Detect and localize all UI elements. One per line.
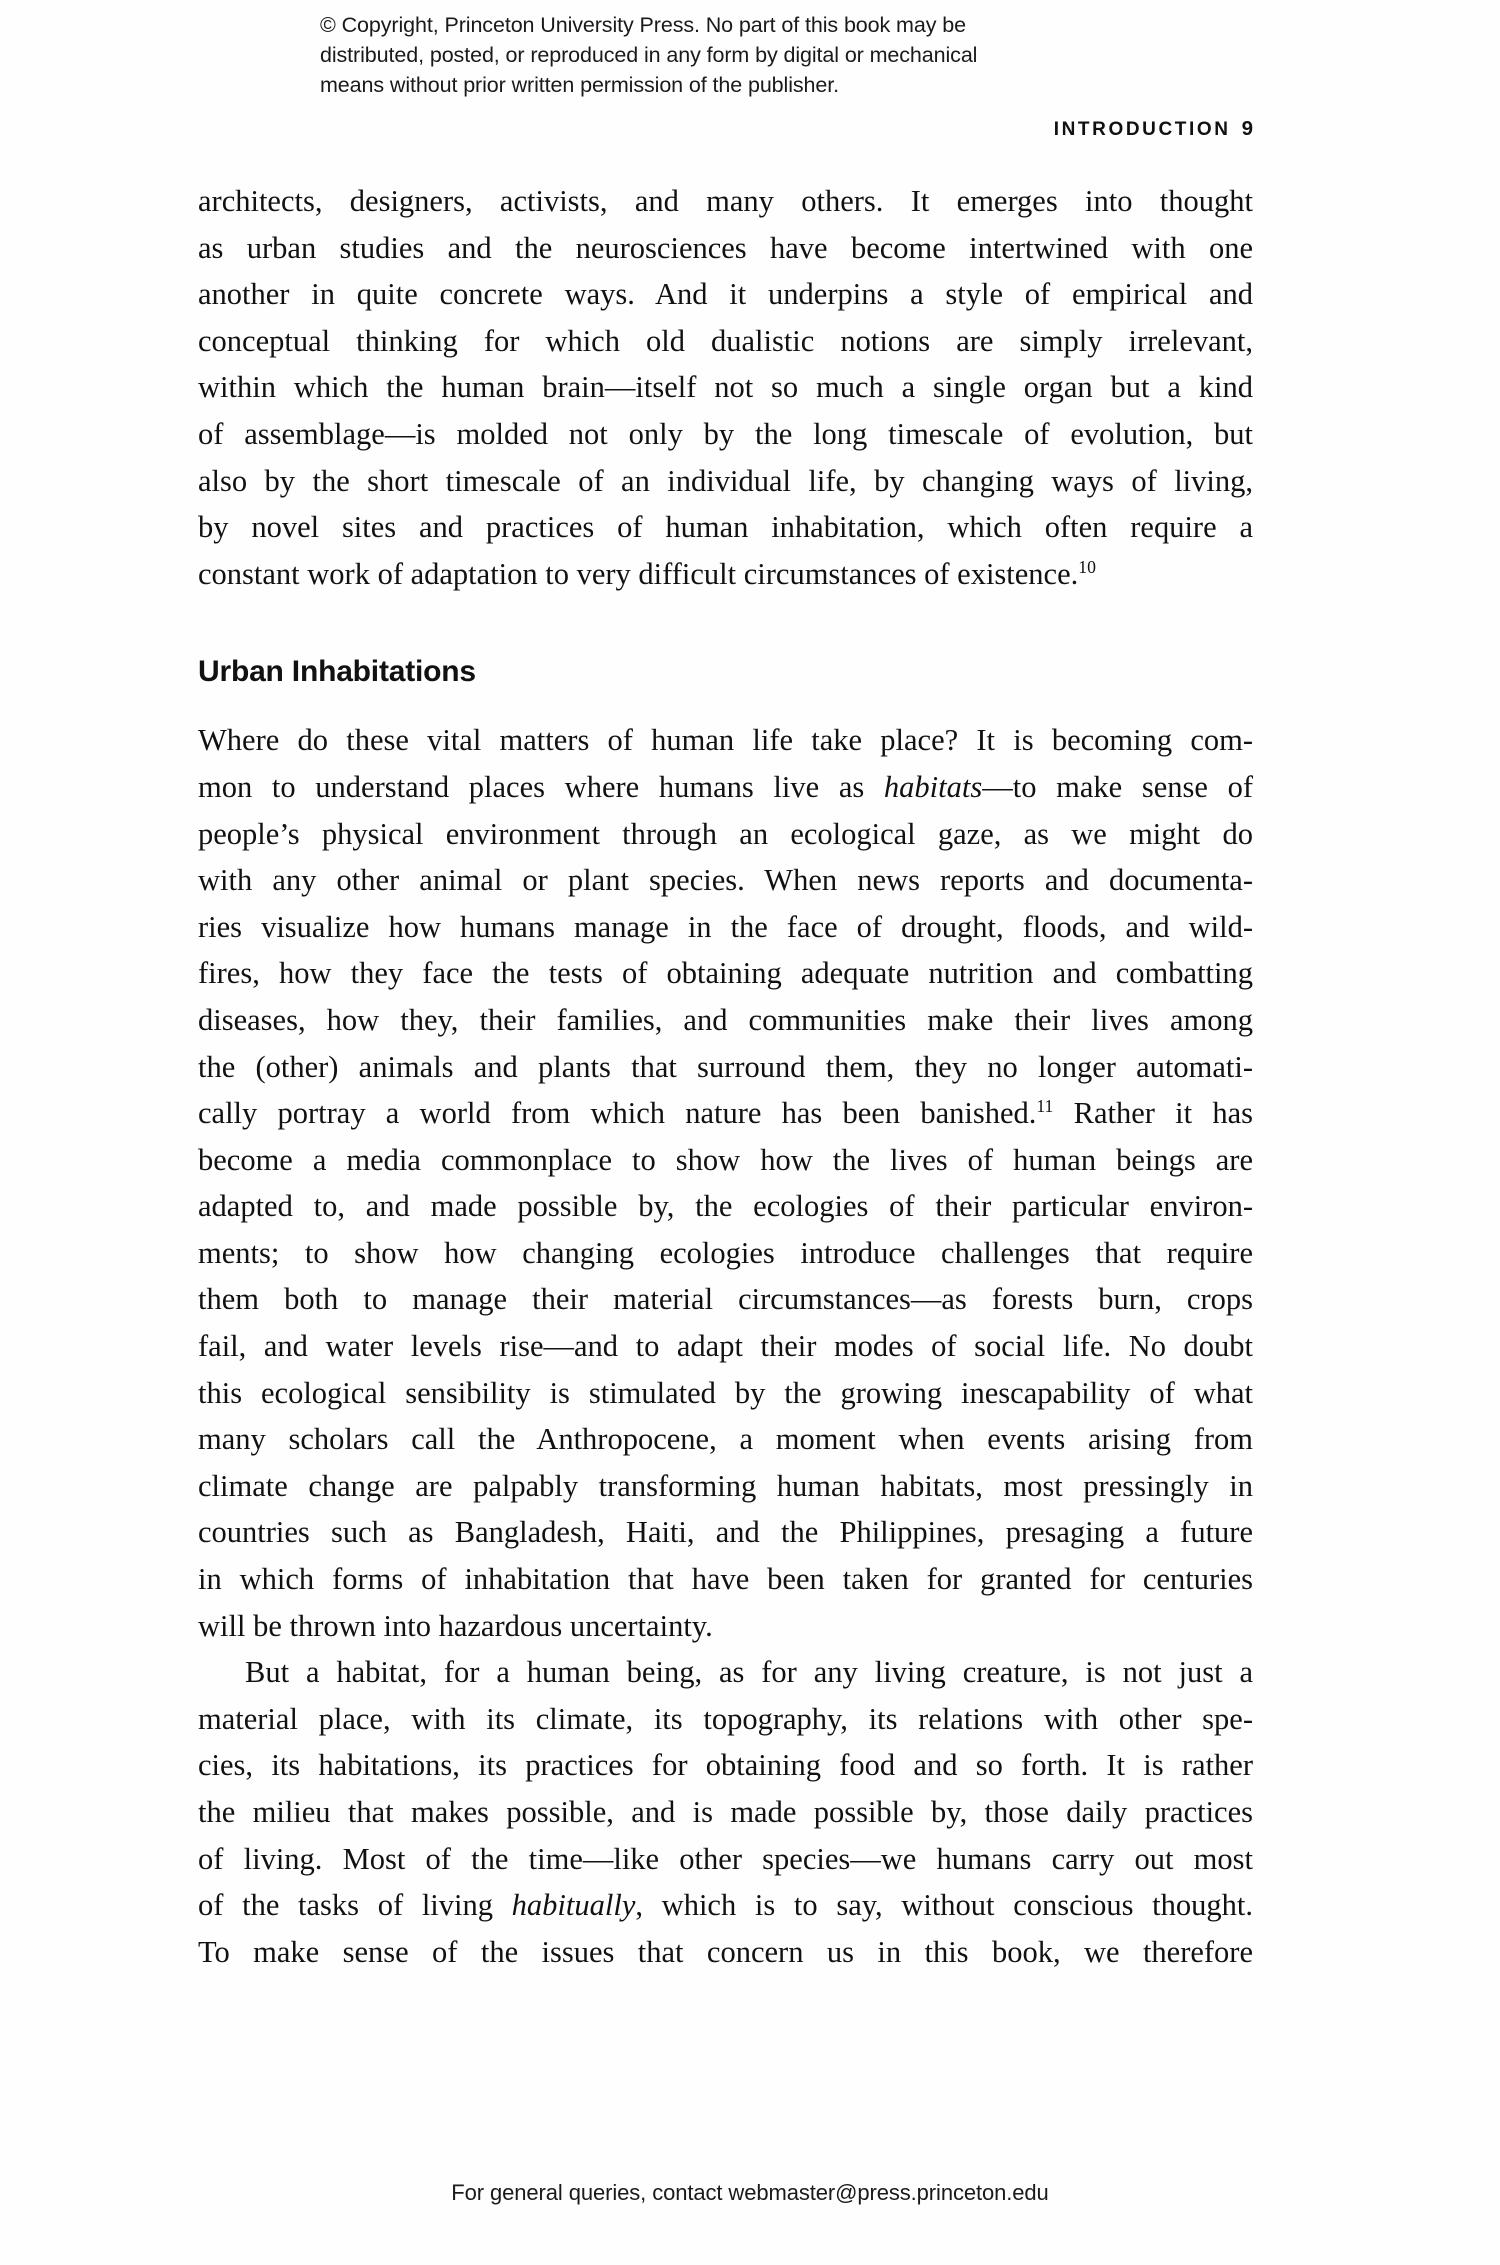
marker-line-prefix: cally portray a world from which nature has been banished. xyxy=(198,1096,1037,1131)
text-line: them both to manage their material circumstances—as forests burn, crops xyxy=(198,1282,1253,1317)
spacer xyxy=(198,689,1253,717)
spacer xyxy=(198,597,1253,655)
footer-note: For general queries, contact webmaster@press.princeton.edu xyxy=(451,2180,1049,2205)
text-line: ries visualize how humans manage in the face of drought, floods, and wild- xyxy=(198,909,1253,944)
section-heading: Urban Inhabitations xyxy=(198,655,476,689)
text-line: with any other animal or plant species. When news reports and documenta- xyxy=(198,863,1253,898)
text-line-indented: But a habitat, for a human being, as for any living creature, is not just a xyxy=(245,1655,1253,1690)
text-line: fires, how they face the tests of obtaining adequate nutrition and combatting xyxy=(198,956,1253,991)
paragraph-urban-inhabitations xyxy=(198,717,1253,1649)
text-line: people’s physical environment through an ecological gaze, as we might do xyxy=(198,816,1253,851)
text-line: in which forms of inhabitation that have been taken for granted for centuries xyxy=(198,1562,1253,1597)
italic-term-habitually: habitually xyxy=(511,1888,636,1923)
text-line: Where do these vital matters of human life take place? It is becoming com- xyxy=(198,723,1253,758)
footnote-marker-11: 11 xyxy=(1036,1095,1054,1116)
italic-term-habitats: habitats xyxy=(883,769,983,804)
text-line: adapted to, and made possible by, the ecologies of their particular environ- xyxy=(198,1189,1253,1224)
text-line: become a media commonplace to show how the lives of human beings are xyxy=(198,1142,1253,1177)
page-number: 9 xyxy=(1241,117,1253,140)
text-line: conceptual thinking for which old dualistic notions are simply irrelevant, xyxy=(198,323,1253,358)
text-line: material place, with its climate, its topography, its relations with other spe- xyxy=(198,1701,1253,1736)
text-line: within which the human brain—itself not so much a single organ but a kind xyxy=(198,370,1253,405)
text-line: architects, designers, activists, and many others. It emerges into thought xyxy=(198,184,1253,218)
text-line: as urban studies and the neurosciences have become intertwined with one xyxy=(198,230,1253,265)
text-line: fail, and water levels rise—and to adapt their modes of social life. No doubt xyxy=(198,1329,1253,1364)
text-line: will be thrown into hazardous uncertainty. xyxy=(198,1608,713,1643)
copyright-line-2: distributed, posted, or reproduced in any form by digital or mechanical xyxy=(320,43,978,67)
text-line-body: constant work of adaptation to very difficult circumstances of existence. xyxy=(198,556,1079,591)
text-line: by novel sites and practices of human inhabitation, which often require a xyxy=(198,510,1253,545)
text-line: climate change are palpably transforming human habitats, most pressingly in xyxy=(198,1468,1253,1503)
text-line: of assemblage—is molded not only by the long timescale of evolution, but xyxy=(198,416,1253,451)
text-line: another in quite concrete ways. And it underpins a style of empirical and xyxy=(198,277,1253,312)
text-line: countries such as Bangladesh, Haiti, and the Philippines, presaging a future xyxy=(198,1515,1253,1550)
text-line: the milieu that makes possible, and is made possible by, those daily practices xyxy=(198,1795,1253,1829)
text-line: ments; to show how changing ecologies introduce challenges that require xyxy=(198,1235,1253,1270)
copyright-notice xyxy=(320,10,1180,100)
text-line: also by the short timescale of an individual life, by changing ways of living, xyxy=(198,463,1253,498)
copyright-line-1: © Copyright, Princeton University Press. No part of this book may be xyxy=(320,13,966,37)
running-head xyxy=(1054,117,1253,141)
marker-line-suffix: Rather it has xyxy=(1053,1096,1253,1131)
text-line: many scholars call the Anthropocene, a moment when events arising from xyxy=(198,1422,1253,1457)
text-block xyxy=(198,178,1253,1975)
text-line: cies, its habitations, its practices for obtaining food and so forth. It is rather xyxy=(198,1748,1253,1783)
text-line-with-italic: mon to understand places where humans live as habitats—to make sense of xyxy=(198,769,1253,804)
paragraph-continued xyxy=(198,178,1253,597)
text-line-with-footnote xyxy=(198,551,1253,598)
footnote-marker-10: 10 xyxy=(1078,556,1096,577)
text-line: diseases, how they, their families, and communities make their lives among xyxy=(198,1002,1253,1037)
text-line: of living. Most of the time—like other species—we humans carry out most xyxy=(198,1841,1253,1876)
text-line: this ecological sensibility is stimulated by the growing inescapability of what xyxy=(198,1375,1253,1410)
copyright-line-3: means without prior written permission of the publisher. xyxy=(320,73,840,97)
running-head-title: INTRODUCTION xyxy=(1053,119,1231,140)
text-line: To make sense of the issues that concern us in this book, we therefore xyxy=(198,1934,1253,1969)
text-line: the (other) animals and plants that surround them, they no longer automati- xyxy=(198,1049,1253,1084)
paragraph-habitat xyxy=(198,1649,1253,1975)
text-line-with-footnote xyxy=(198,1090,1253,1137)
text-line-with-italic: of the tasks of living habitually, which is to say, without conscious thought. xyxy=(198,1888,1253,1923)
